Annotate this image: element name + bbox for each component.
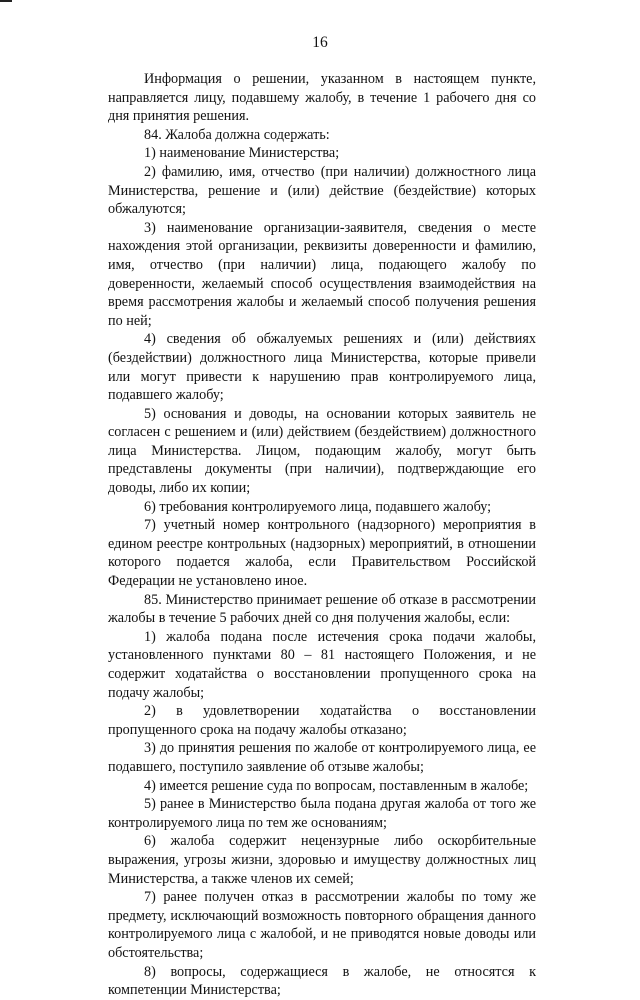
document-body [108,70,536,1000]
list-item-85-8: 8) вопросы, содержащиеся в жалобе, не относятся к компетенции Министерства; [108,963,536,999]
list-item-84-4: 4) сведения об обжалуемых решениях и (или) действиях (бездействии) должностного лица Министерства, которые привели или могут привести к нарушению прав контролируемого лица, подавшего жалобу; [108,331,536,404]
list-item-84-2: 2) фамилию, имя, отчество (при наличии) должностного лица Министерства, решение и (или) действие (бездействие) которых обжалуются; [108,163,536,218]
list-item-85-6: 6) жалоба содержит нецензурные либо оскорбительные выражения, угрозы жизни, здоровью и имуществу должностных лиц Министерства, а также членов их семей; [108,833,536,887]
list-item-84-7: 7) учетный номер контрольного (надзорного) мероприятия в едином реестре контрольных (надзорных) мероприятий, в отношении которого подается жалоба, если Правительством Российской Федерации не установлено иное. [108,517,536,590]
paragraph-84-heading: 84. Жалоба должна содержать: [144,126,330,143]
paragraph-info-decision: Информация о решении, указанном в настоящем пункте, направляется лицу, подавшему жалобу, в течение 1 рабочего дня со дня принятия решения. [108,71,536,125]
list-item-84-6: 6) требования контролируемого лица, подавшего жалобу; [144,498,492,515]
list-item-85-3: 3) до принятия решения по жалобе от контролируемого лица, ее подавшего, поступило заявление об отзыве жалобы; [108,740,536,775]
list-item-85-4: 4) имеется решение суда по вопросам, поставленным в жалобе; [144,777,529,794]
list-item-84-5: 5) основания и доводы, на основании которых заявитель не согласен с решением и (или) действием (бездействием) должностного лица Министерства. Лицом, подающим жалобу, могут быть представлены документы (при наличии), подтверждающие его доводы, либо их копии; [108,405,536,497]
scan-corner-mark [0,0,12,2]
paragraph-85-heading: 85. Министерство принимает решение об отказе в рассмотрении жалобы в течение 5 рабочих дней со дня получения жалобы, если: [108,591,536,627]
list-item-85-7: 7) ранее получен отказ в рассмотрении жалобы по тому же предмету, исключающий возможность повторного обращения данного контролируемого лица с жалобой, и не приводятся новые доводы или обстоятельства; [108,889,536,961]
list-item-84-3: 3) наименование организации-заявителя, сведения о месте нахождения этой организации, реквизиты доверенности и фамилию, имя, отчество (при наличии) лица, подающего жалобу по доверенности, желаемый способ осуществления взаимодействия на время рассмотрения жалобы и желаемый способ получения решения по ней; [108,219,536,329]
page-number: 16 [312,34,328,51]
list-item-85-2: 2) в удовлетворении ходатайства о восстановлении пропущенного срока на подачу жалобы отказано; [108,703,536,738]
list-item-85-1: 1) жалоба подана после истечения срока подачи жалобы, установленного пунктами 80 – 81 настоящего Положения, и не содержит ходатайства о восстановлении пропущенного срока на подачу жалобы; [108,628,536,701]
list-item-85-5: 5) ранее в Министерство была подана другая жалоба от того же контролируемого лица по тем же основаниям; [108,796,536,831]
list-item-84-1: 1) наименование Министерства; [144,145,340,162]
